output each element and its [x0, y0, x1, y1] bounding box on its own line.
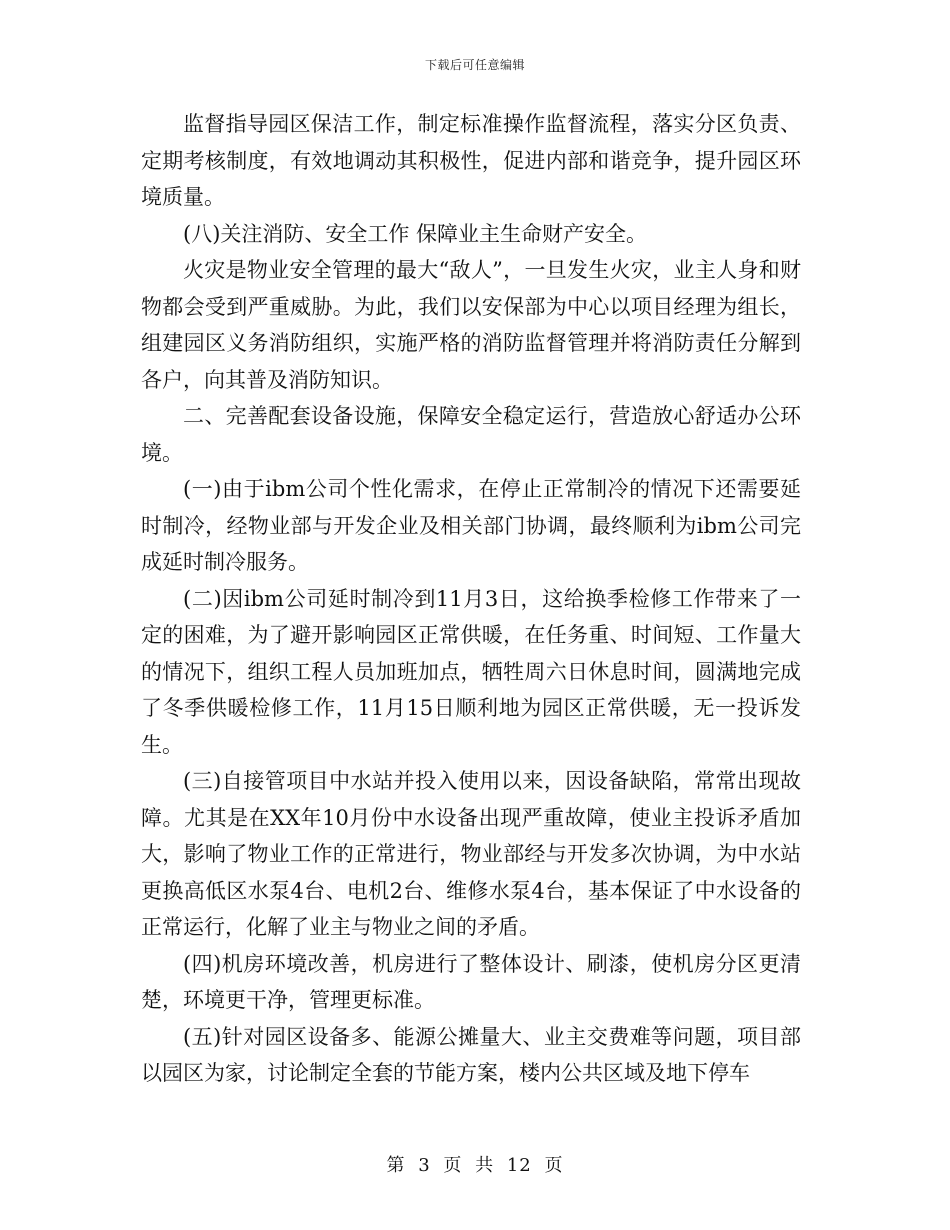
paragraph: (三)自接管项目中水站并投入使用以来，因设备缺陷，常常出现故障。尤其是在XX年10月份中水设备出现严重故障，使业主投诉矛盾加大，影响了物业工作的正常进行，物业部经与开发多次协调，为中水站更换高低区水泵4台、电机2台、维修水泵4台，基本保证了中水设备的正常运行，化解了业主与物业之间的矛盾。	[141, 769, 801, 939]
paragraph: 火灾是物业安全管理的最大“敌人”，一旦发生火灾，业主人身和财物都会受到严重威胁。为此，我们以安保部为中心以项目经理为组长，组建园区义务消防组织，实施严格的消防监督管理并将消防责任分解到各户，向其普及消防知识。	[141, 258, 801, 392]
section-heading: 二、完善配套设备设施，保障安全稳定运行，营造放心舒适办公环境。	[141, 404, 801, 465]
paragraph: (五)针对园区设备多、能源公摊量大、业主交费难等问题，项目部以园区为家，讨论制定全套的节能方案，楼内公共区域及地下停车	[141, 1024, 801, 1085]
paragraph: 监督指导园区保洁工作，制定标准操作监督流程，落实分区负责、定期考核制度，有效地调动其积极性，促进内部和谐竞争，提升园区环境质量。	[141, 112, 801, 209]
page-footer: 第 3 页 共 12 页	[386, 1155, 564, 1176]
paragraph: (四)机房环境改善，机房进行了整体设计、刷漆，使机房分区更清楚，环境更干净，管理更标准。	[141, 951, 801, 1012]
paragraph: (二)因ibm公司延时制冷到11月3日，这给换季检修工作带来了一定的困难，为了避开影响园区正常供暖，在任务重、时间短、工作量大的情况下，组织工程人员加班加点，牺牲周六日休息时间，圆满地完成了冬季供暖检修工作，11月15日顺利地为园区正常供暖，无一投诉发生。	[141, 586, 801, 757]
paragraph: (一)由于ibm公司个性化需求，在停止正常制冷的情况下还需要延时制冷，经物业部与开发企业及相关部门协调，最终顺利为ibm公司完成延时制冷服务。	[141, 477, 801, 574]
page-header: 下载后可任意编辑	[424, 58, 525, 72]
section-heading: (八)关注消防、安全工作 保障业主生命财产安全。	[183, 221, 648, 246]
document-body	[141, 106, 801, 1092]
